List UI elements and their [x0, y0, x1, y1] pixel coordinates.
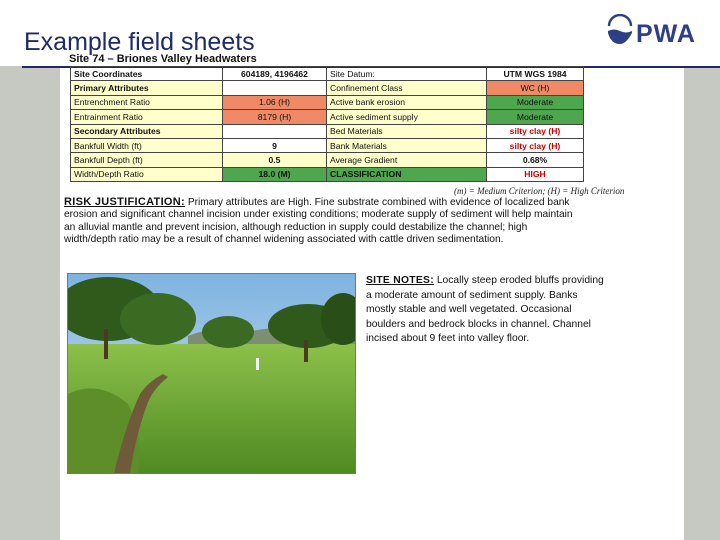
table-cell: 0.5	[223, 153, 327, 167]
table-cell: Bed Materials	[327, 124, 487, 138]
table-cell: Bankfull Depth (ft)	[71, 153, 223, 167]
table-row	[71, 110, 584, 124]
table-cell	[223, 124, 327, 138]
table-cell: Entrainment Ratio	[71, 110, 223, 124]
table-cell: WC (H)	[487, 81, 584, 95]
table-cell: Width/Depth Ratio	[71, 167, 223, 181]
table-cell: 18.0 (M)	[223, 167, 327, 181]
table-cell: Entrenchment Ratio	[71, 95, 223, 109]
table-row	[71, 67, 584, 81]
criteria-note: (m) = Medium Criterion; (H) = High Criterion	[454, 186, 625, 196]
slide-title: Example field sheets	[24, 28, 255, 56]
table-cell: Average Gradient	[327, 153, 487, 167]
table-row	[71, 153, 584, 167]
logo-text: PWA	[636, 20, 696, 48]
table-cell: Bankfull Width (ft)	[71, 138, 223, 152]
table-cell: 604189, 4196462	[223, 67, 327, 81]
table-cell: Bank Materials	[327, 138, 487, 152]
table-row	[71, 124, 584, 138]
table-cell: Active bank erosion	[327, 95, 487, 109]
notes-text: Locally steep eroded bluffs providing a moderate amount of sediment supply. Banks mostly stable and well vegetated. Occasional boulders and bedrock blocks in channel. Channel incised about 9 feet into valley floor.	[366, 275, 604, 344]
table-cell: UTM WGS 1984	[487, 67, 584, 81]
attributes-table	[70, 66, 584, 182]
table-row	[71, 167, 584, 181]
table-row	[71, 138, 584, 152]
risk-text: Primary attributes are High. Fine substrate combined with evidence of localized bank erosion and significant channel incision under existing conditions; moderate supply of sediment will help maintain an alluvial mantle and prevent incision, although reduction in supply could destabilize the channel; high width/depth ratio may be a result of channel widening associated with cattle driven sedimentation.	[64, 197, 573, 245]
pwa-logo	[606, 14, 710, 48]
table-cell: 9	[223, 138, 327, 152]
table-cell	[223, 81, 327, 95]
table-cell: silty clay (H)	[487, 124, 584, 138]
table-cell: Site Datum:	[327, 67, 487, 81]
table-cell: 0.68%	[487, 153, 584, 167]
risk-label: RISK JUSTIFICATION:	[64, 196, 185, 208]
site-notes	[366, 274, 606, 347]
landscape-photo-icon	[68, 274, 355, 473]
table-cell: Secondary Attributes	[71, 124, 223, 138]
table-cell: 8179 (H)	[223, 110, 327, 124]
water-drop-logo-icon	[606, 14, 634, 48]
table-cell: 1.06 (H)	[223, 95, 327, 109]
notes-label: SITE NOTES:	[366, 275, 434, 286]
table-cell: Site Coordinates	[71, 67, 223, 81]
table-cell: CLASSIFICATION	[327, 167, 487, 181]
table-cell: Moderate	[487, 95, 584, 109]
table-cell: Confinement Class	[327, 81, 487, 95]
table-cell: Moderate	[487, 110, 584, 124]
table-cell: Primary Attributes	[71, 81, 223, 95]
risk-justification	[64, 196, 580, 246]
field-site-photo	[67, 273, 356, 474]
table-cell: Active sediment supply	[327, 110, 487, 124]
table-cell: silty clay (H)	[487, 138, 584, 152]
table-cell: HIGH	[487, 167, 584, 181]
table-row	[71, 95, 584, 109]
table-row	[71, 81, 584, 95]
site-title: Site 74 – Briones Valley Headwaters	[69, 53, 257, 65]
